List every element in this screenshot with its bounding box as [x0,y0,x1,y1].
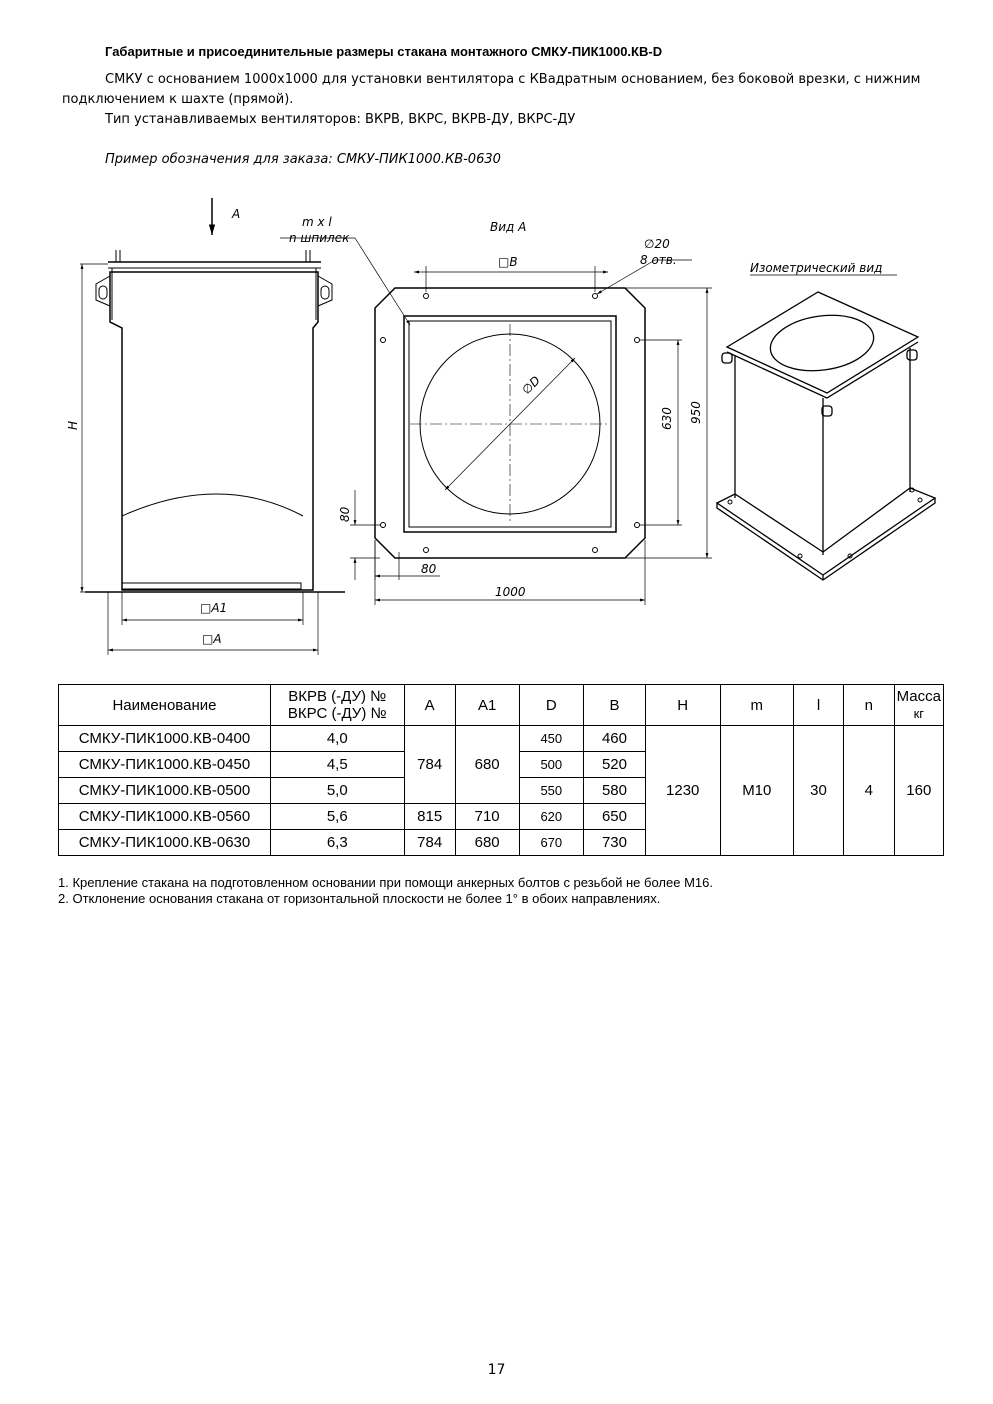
cell-d: 450 [519,726,584,752]
dim-80-v-label: 80 [338,506,352,522]
dim-d-label: ∅D [519,373,544,398]
dim-950-label: 950 [689,401,703,424]
view-a [350,260,712,605]
header-mass-unit: кг [913,706,925,721]
cell-name: СМКУ-ПИК1000.КВ-0560 [59,804,271,830]
header-l: l [794,685,844,726]
dim-630-label: 630 [660,407,674,430]
header-h: H [645,685,720,726]
page-number: 17 [487,1362,506,1378]
cell-b: 650 [584,804,646,830]
header-name: Наименование [59,685,271,726]
cell-name: СМКУ-ПИК1000.КВ-0400 [59,726,271,752]
cell-d: 500 [519,752,584,778]
drawing-canvas [0,180,993,670]
header-a: A [404,685,455,726]
dim-1000-label: 1000 [495,585,526,599]
cell-b: 730 [584,830,646,856]
cell-n: 4 [843,726,894,856]
table-row [59,726,944,752]
table-header-row [59,685,944,726]
cell-m: M10 [720,726,794,856]
cell-d: 620 [519,804,584,830]
holes-dia-label: ∅20 [644,237,670,251]
cell-b: 460 [584,726,646,752]
note-2: 2. Отклонение основания стакана от горизонтальной плоскости не более 1° в обоих направлениях. [58,891,661,906]
header-b: B [584,685,646,726]
header-fan-vkrs: ВКРС (-ДУ) № [287,705,387,722]
cell-b: 580 [584,778,646,804]
view-arrow-label: A [232,207,241,221]
cell-a: 784 [404,830,455,856]
isometric-view [717,292,935,580]
view-a-label: Вид А [490,220,527,234]
cell-a: 784 [404,726,455,804]
header-a1: A1 [455,685,519,726]
dim-80-h-label: 80 [421,562,437,576]
cell-name: СМКУ-ПИК1000.КВ-0450 [59,752,271,778]
cell-fan: 6,3 [270,830,404,856]
dim-b-label: □B [498,255,518,269]
cell-name: СМКУ-ПИК1000.КВ-0500 [59,778,271,804]
cell-l: 30 [794,726,844,856]
header-mass-label: Масса [896,688,941,705]
studs-top-label: m x l [302,215,332,229]
dim-a1-label: □A1 [200,601,228,615]
dim-h-label: H [66,420,80,430]
cell-a1: 710 [455,804,519,830]
description-text: СМКУ с основанием 1000х1000 для установки вентилятора с КВадратным основанием, без боковой врезки, с нижним подключением к шахте (прямой). [62,72,921,107]
iso-view-label: Изометрический вид [750,261,883,275]
fan-types-text: Тип устанавливаемых вентиляторов: ВКРВ, ВКРС, ВКРВ-ДУ, ВКРС-ДУ [105,112,576,127]
cell-d: 670 [519,830,584,856]
cell-fan: 5,0 [270,778,404,804]
cell-fan: 4,0 [270,726,404,752]
header-fan [270,685,404,726]
cell-mass: 160 [894,726,943,856]
cell-d: 550 [519,778,584,804]
note-1: 1. Крепление стакана на подготовленном основании при помощи анкерных болтов с резьбой не более М16. [58,875,713,890]
order-example-text: Пример обозначения для заказа: СМКУ-ПИК1000.КВ-0630 [105,152,501,167]
header-mass [894,685,943,726]
cell-a1: 680 [455,726,519,804]
header-fan-vkrv: ВКРВ (-ДУ) № [288,688,387,705]
notes [58,875,713,907]
header-d: D [519,685,584,726]
header-m: m [720,685,794,726]
cell-h: 1230 [645,726,720,856]
cell-fan: 4,5 [270,752,404,778]
cell-name: СМКУ-ПИК1000.КВ-0630 [59,830,271,856]
front-view [80,198,410,655]
cell-fan: 5,6 [270,804,404,830]
page-title: Габаритные и присоединительные размеры стакана монтажного СМКУ-ПИК1000.КВ-D [105,44,663,59]
spec-table [58,684,944,856]
technical-drawing [0,180,993,670]
cell-a1: 680 [455,830,519,856]
header-n: n [843,685,894,726]
cell-a: 815 [404,804,455,830]
holes-count-label: 8 отв. [640,253,677,267]
dim-a-label: □A [202,632,222,646]
studs-bottom-label: n шпилек [289,231,350,245]
cell-b: 520 [584,752,646,778]
